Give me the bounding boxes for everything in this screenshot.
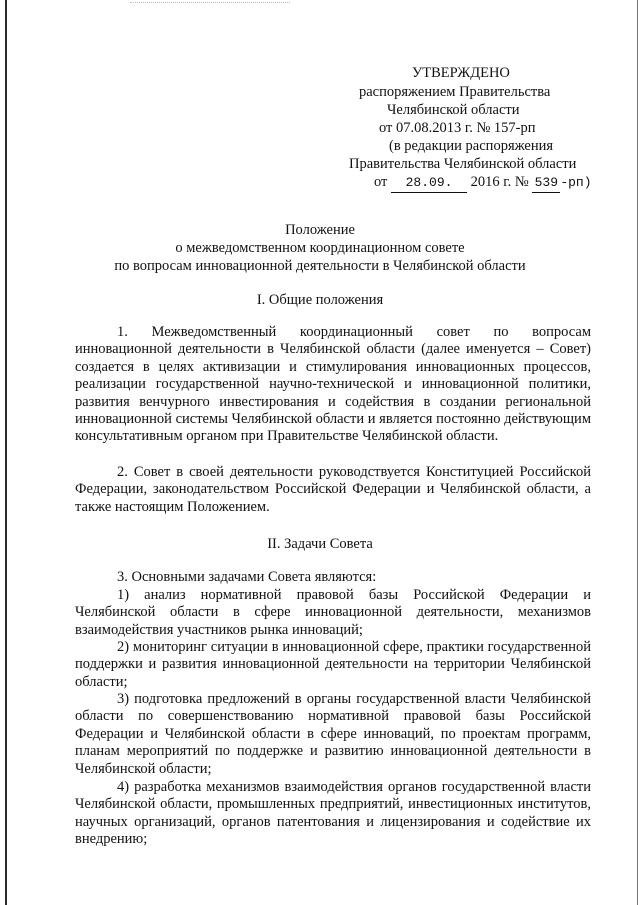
paragraph-3: 3. Основными задачами Совета являются: [117, 569, 377, 585]
paragraph-1: 1. Межведомственный координационный совет по вопросам инновационной деятельности в Челябинской области (далее именуется – Совет) создается в целях активизации и стимулирования инновационных процессов, реализации государственной научно-технической и инновационной политики, развития венчурного инвестирования и содействия в создании региональной инновационной системы Челябинской области и является постоянно действующим консультативным органом при Правительстве Челябинской области. [75, 324, 591, 445]
task-item-4: 4) разработка механизмов взаимодействия органов государственной власти Челябинской области, промышленных предприятий, инвестиционных институтов, научных организаций, органов патентования и лицензирования и содействие их внедрению; [75, 779, 591, 848]
amend-number: 539 [532, 174, 560, 193]
title-line-2: о межведомственном координационном совете [175, 240, 465, 256]
approval-line-1: распоряжением Правительства [359, 84, 551, 100]
task-item-2: 2) мониторинг ситуации в инновационной сфере, практики государственной поддержки и развития инновационной деятельности на территории Челябинской области; [75, 639, 591, 690]
scan-right-edge [637, 0, 638, 905]
document-title [0, 221, 640, 275]
approval-line-5: Правительства Челябинской области [349, 156, 577, 172]
title-line-3: по вопросам инновационной деятельности в Челябинской области [114, 258, 526, 274]
amend-suffix: -рп) [560, 175, 592, 190]
amend-from: от [374, 174, 388, 190]
approval-line-4: (в редакции распоряжения [389, 138, 554, 154]
approval-amendment-line [374, 173, 592, 193]
section-1-heading: I. Общие положения [256, 292, 384, 308]
amend-date: 28.09. [391, 174, 467, 193]
section-2-heading: II. Задачи Совета [267, 536, 373, 552]
task-item-1: 1) анализ нормативной правовой базы Российской Федерации и Челябинской области в сфере инновационной деятельности, механизмов взаимодействия участников рынка инноваций; [75, 587, 591, 638]
task-item-3: 3) подготовка предложений в органы государственной власти Челябинской области по совершенствованию нормативной правовой базы Российской Федерации и Челябинской области в сфере инноваций, по проектам программ, планам мероприятий по поддержке и развитию инновационной деятельности в Челябинской области; [75, 691, 591, 777]
amend-year: 2016 г. № [470, 174, 529, 190]
title-line-1: Положение [285, 222, 355, 238]
scan-artifact [130, 2, 290, 9]
approval-line-3: от 07.08.2013 г. № 157-рп [379, 120, 536, 136]
scan-left-edge [5, 0, 7, 905]
approval-line-2: Челябинской области [387, 102, 520, 118]
approval-heading: УТВЕРЖДЕНО [412, 65, 510, 81]
paragraph-2: 2. Совет в своей деятельности руководствуется Конституцией Российской Федерации, законодательством Российской Федерации и Челябинской области, а также настоящим Положением. [75, 464, 591, 515]
